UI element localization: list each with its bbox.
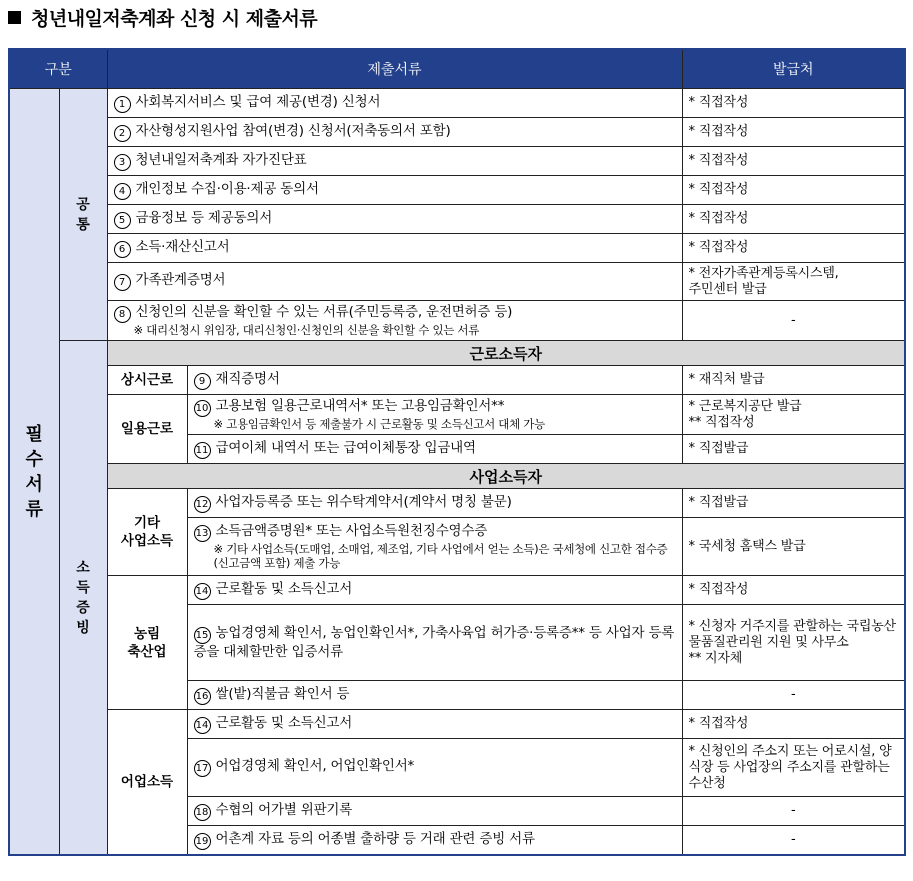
table-row: [9, 710, 905, 739]
table-row: [9, 147, 905, 176]
document-item: 3 청년내일저축계좌 자가진단표: [107, 147, 682, 176]
table-row: [9, 395, 905, 435]
item-number: 7: [114, 274, 131, 291]
document-item: 5 금융정보 등 제공동의서: [107, 205, 682, 234]
document-item: 1 사회복지서비스 및 급여 제공(변경) 신청서: [107, 89, 682, 118]
document-item: 8 신청인의 신분을 확인할 수 있는 서류(주민등록증, 운전면허증 등) ※ 대리신청시 위임장, 대리신청인·신청인의 신분을 확인할 수 있는 서류: [107, 301, 682, 341]
issuer-cell: -: [682, 681, 905, 710]
issuer-cell: * 신청인의 주소지 또는 어로시설, 양식장 등 사업장의 주소지를 관할하는 수산청: [682, 739, 905, 797]
item-number: 8: [114, 306, 131, 323]
document-item: 14 근로활동 및 소득신고서: [187, 710, 682, 739]
document-item: 16 쌀(밭)직불금 확인서 등: [187, 681, 682, 710]
item-number: 13: [194, 525, 211, 542]
header-issuer: 발급처: [682, 49, 905, 89]
item-number: 14: [194, 583, 211, 600]
required-category: 필수서류: [9, 89, 59, 856]
band-row: [9, 341, 905, 366]
document-item: 11 급여이체 내역서 또는 급여이체통장 입금내역: [187, 435, 682, 464]
other-business-label: 기타 사업소득: [107, 489, 187, 576]
item-number: 6: [114, 241, 131, 258]
table-row: [9, 89, 905, 118]
document-item: 12 사업자등록증 또는 위수탁계약서(계약서 명칭 불문): [187, 489, 682, 518]
document-item: 18 수협의 어가별 위판기록: [187, 797, 682, 826]
income-category: 소득증빙: [59, 341, 107, 856]
band-row: [9, 464, 905, 489]
table-row: [9, 489, 905, 518]
item-number: 10: [194, 400, 211, 417]
issuer-cell: * 직접작성: [682, 205, 905, 234]
document-item: 9 재직증명서: [187, 366, 682, 395]
document-note: ※ 기타 사업소득(도매업, 소매업, 제조업, 기타 사업에서 얻는 소득)은 국세청에 신고한 접수증(신고금액 포함) 제출 가능: [213, 542, 668, 570]
farm-label: 농림 축산업: [107, 576, 187, 710]
document-item: 17 어업경영체 확인서, 어업인확인서*: [187, 739, 682, 797]
item-number: 19: [194, 833, 211, 850]
table-row: [9, 576, 905, 605]
document-item: 15 농업경영체 확인서, 농업인확인서*, 가축사육업 허가증·등록증** 등 사업자 등록증을 대체할만한 입증서류: [187, 605, 682, 681]
item-number: 2: [114, 125, 131, 142]
document-item: 6 소득·재산신고서: [107, 234, 682, 263]
square-bullet-icon: [8, 11, 21, 24]
issuer-cell: -: [682, 826, 905, 856]
document-item: 7 가족관계증명서: [107, 263, 682, 301]
issuer-cell: -: [682, 301, 905, 341]
fishery-label: 어업소득: [107, 710, 187, 856]
issuer-cell: * 직접작성: [682, 576, 905, 605]
issuer-cell: * 직접발급: [682, 489, 905, 518]
item-number: 3: [114, 154, 131, 171]
document-note: ※ 대리신청시 위임장, 대리신청인·신청인의 신분을 확인할 수 있는 서류: [133, 323, 480, 337]
issuer-cell: * 근로복지공단 발급 ** 직접작성: [682, 395, 905, 435]
item-number: 11: [194, 442, 211, 459]
item-number: 18: [194, 804, 211, 821]
item-number: 9: [194, 373, 211, 390]
issuer-cell: * 신청자 거주지를 관할하는 국립농산물품질관리원 지원 및 사무소 ** 지자체: [682, 605, 905, 681]
item-number: 16: [194, 688, 211, 705]
item-number: 4: [114, 183, 131, 200]
table-row: [9, 118, 905, 147]
issuer-cell: * 직접작성: [682, 89, 905, 118]
header-category: 구분: [9, 49, 107, 89]
item-number: 5: [114, 212, 131, 229]
item-number: 1: [114, 96, 131, 113]
item-number: 15: [194, 627, 211, 644]
item-number: 12: [194, 496, 211, 513]
table-row: [9, 176, 905, 205]
common-category: 공통: [59, 89, 107, 341]
document-item: 14 근로활동 및 소득신고서: [187, 576, 682, 605]
table-row: [9, 205, 905, 234]
document-item: 13 소득금액증명원* 또는 사업소득원천징수영수증 ※ 기타 사업소득(도매업, 소매업, 제조업, 기타 사업에서 얻는 소득)은 국세청에 신고한 접수증(신고금액 포함) 제출 가능: [187, 518, 682, 576]
document-item: 4 개인정보 수집·이용·제공 동의서: [107, 176, 682, 205]
document-note: ※ 고용임금확인서 등 제출불가 시 근로활동 및 소득신고서 대체 가능: [213, 417, 545, 431]
header-documents: 제출서류: [107, 49, 682, 89]
issuer-cell: * 재직처 발급: [682, 366, 905, 395]
issuer-cell: * 전자가족관계등록시스템, 주민센터 발급: [682, 263, 905, 301]
table-row: [9, 301, 905, 341]
table-row: [9, 366, 905, 395]
issuer-cell: * 직접작성: [682, 147, 905, 176]
daily-work-label: 일용근로: [107, 395, 187, 464]
business-band: 사업소득자: [107, 464, 905, 489]
documents-table: [8, 48, 906, 856]
issuer-cell: * 직접작성: [682, 710, 905, 739]
issuer-cell: * 직접작성: [682, 118, 905, 147]
issuer-cell: * 직접발급: [682, 435, 905, 464]
document-item: 10 고용보험 일용근로내역서* 또는 고용임금확인서** ※ 고용임금확인서 등 제출불가 시 근로활동 및 소득신고서 대체 가능: [187, 395, 682, 435]
issuer-cell: -: [682, 797, 905, 826]
document-item: 2 자산형성지원사업 참여(변경) 신청서(저축동의서 포함): [107, 118, 682, 147]
item-number: 14: [194, 717, 211, 734]
earned-band: 근로소득자: [107, 341, 905, 366]
issuer-cell: * 국세청 홈택스 발급: [682, 518, 905, 576]
table-row: [9, 234, 905, 263]
page-title: 청년내일저축계좌 신청 시 제출서류: [8, 4, 317, 34]
document-item: 19 어촌계 자료 등의 어종별 출하량 등 거래 관련 증빙 서류: [187, 826, 682, 856]
issuer-cell: * 직접작성: [682, 234, 905, 263]
header-row: [9, 49, 905, 89]
table-row: [9, 263, 905, 301]
issuer-cell: * 직접작성: [682, 176, 905, 205]
item-number: 17: [194, 760, 211, 777]
regular-work-label: 상시근로: [107, 366, 187, 395]
